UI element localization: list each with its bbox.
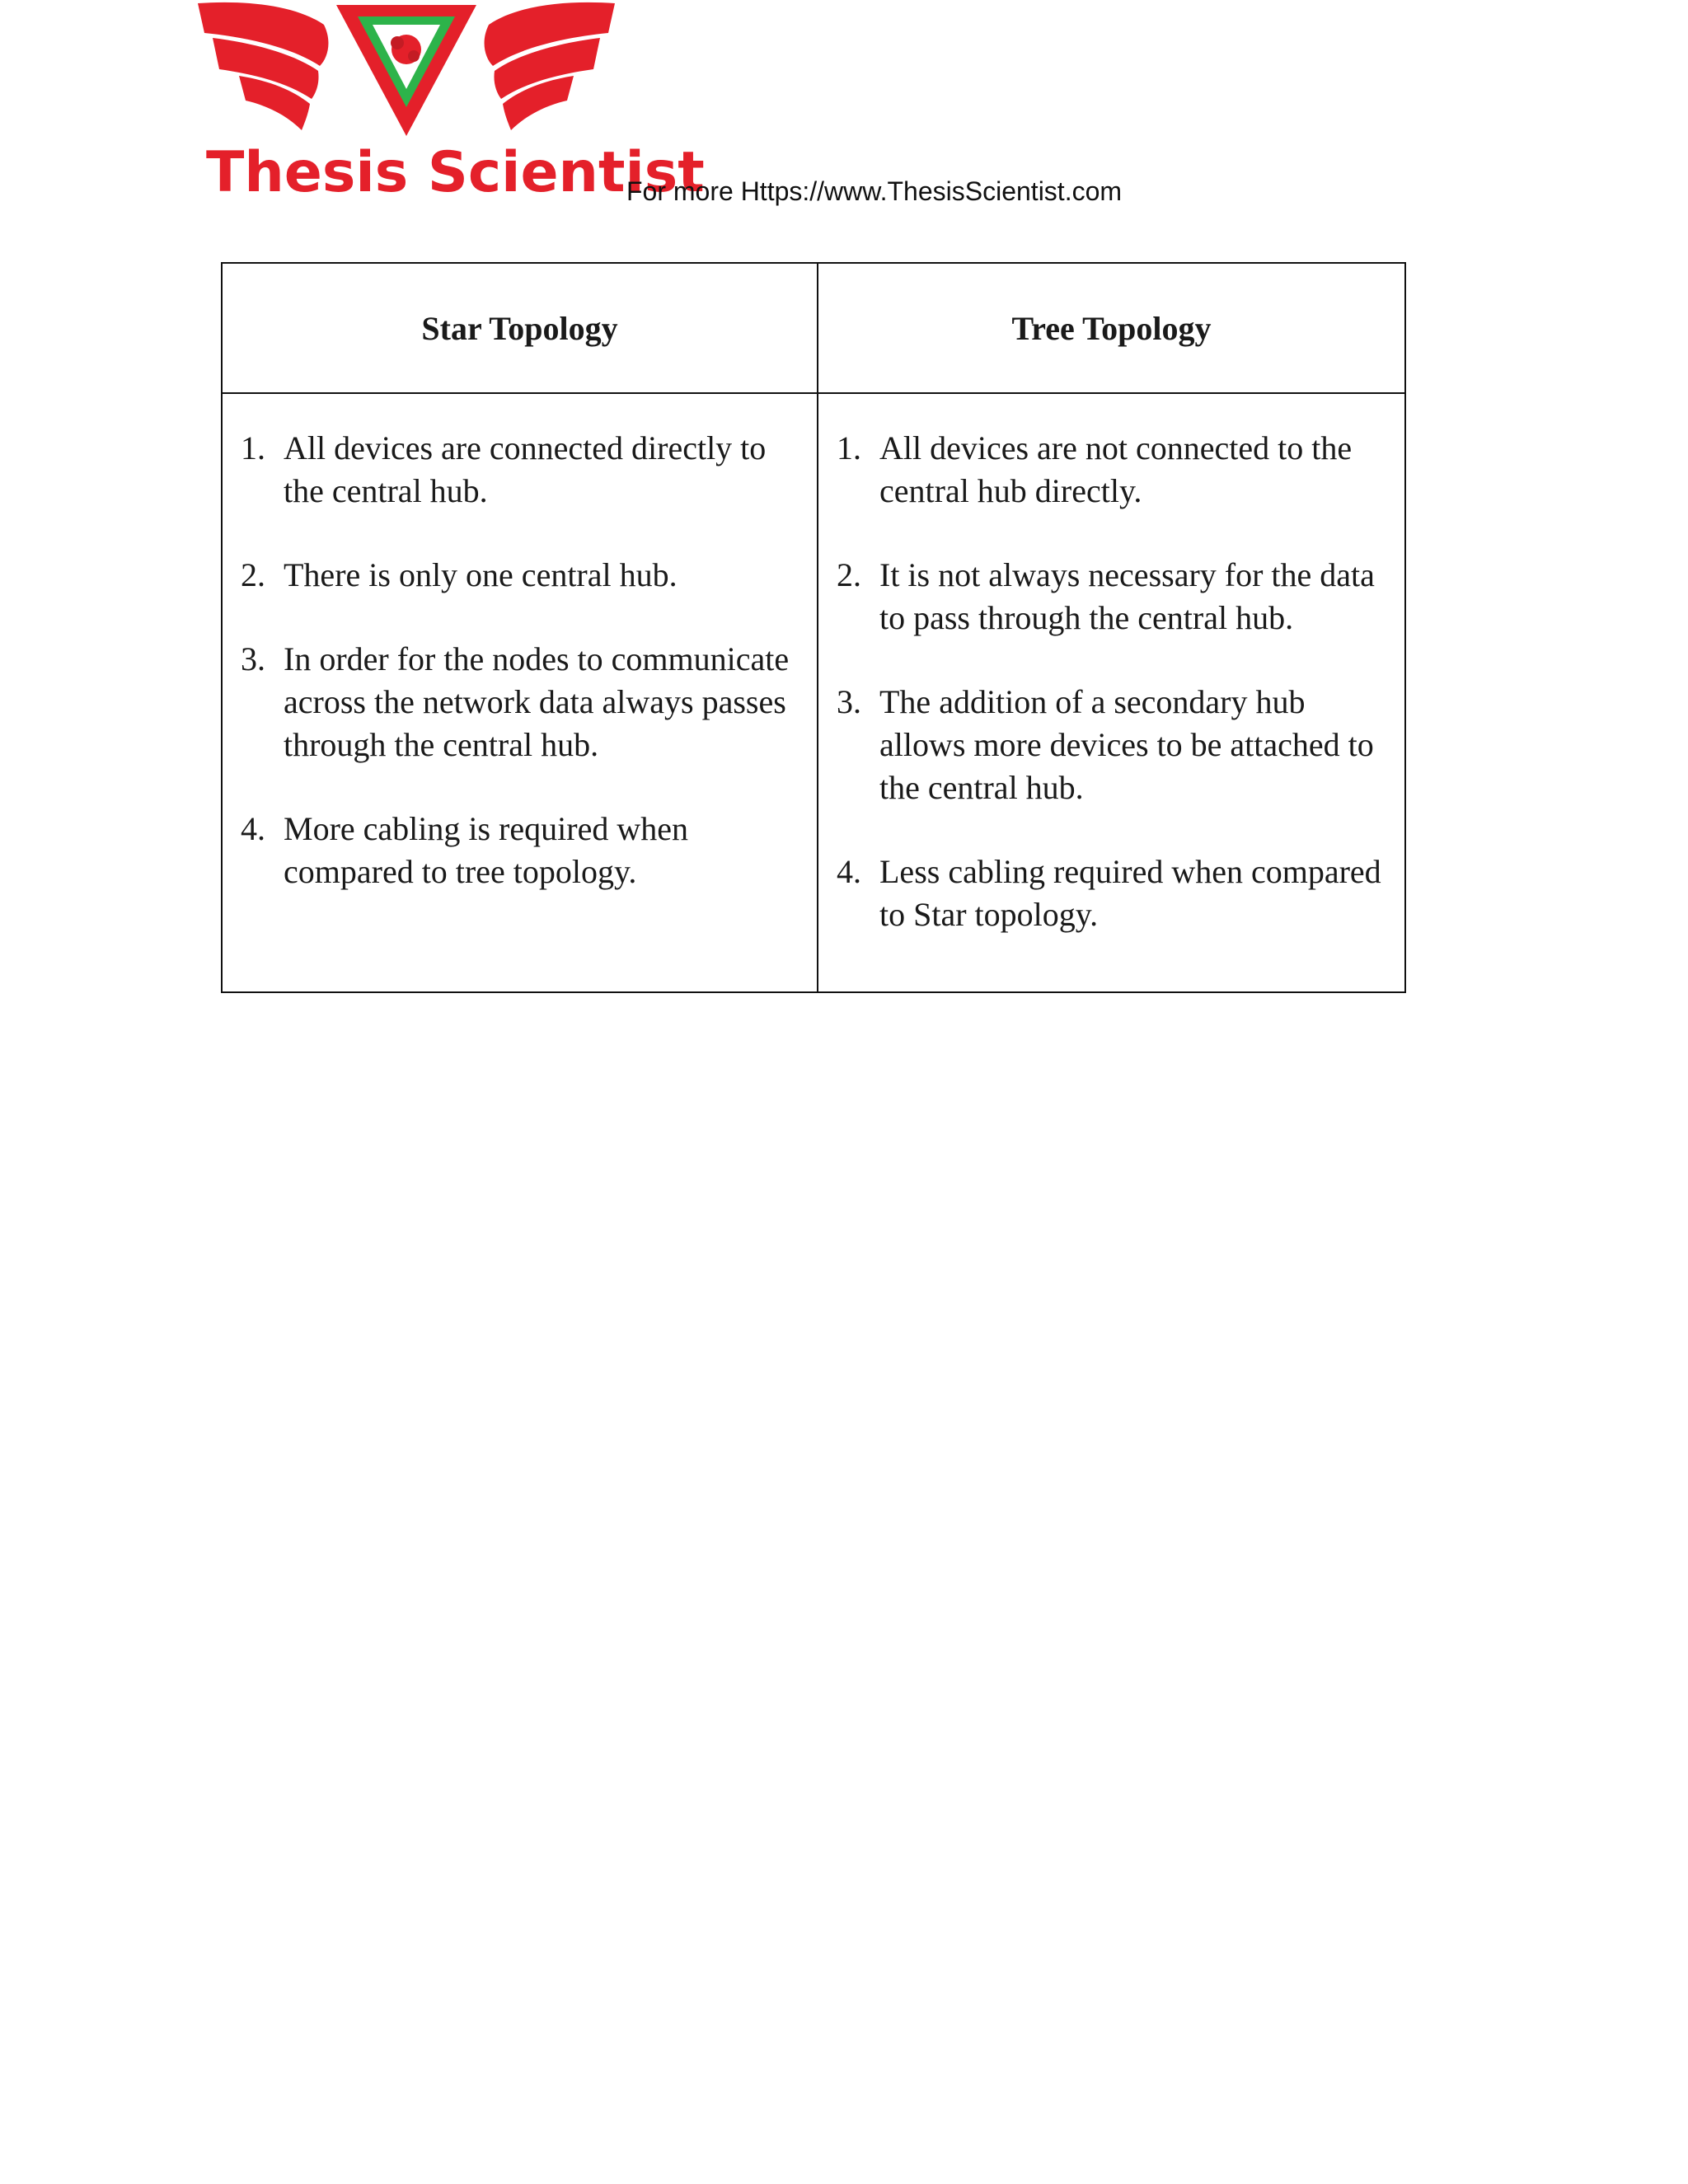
list-item	[818, 427, 1404, 513]
list-text: In order for the nodes to communicate across the network data always passes through the central hub.	[284, 640, 790, 763]
page-header	[0, 0, 1688, 231]
topology-comparison-table	[221, 262, 1406, 993]
table-header-row	[222, 263, 1405, 393]
list-text: It is not always necessary for the data to pass through the central hub.	[879, 556, 1375, 636]
list-item	[223, 638, 817, 766]
list-number: 3.	[837, 683, 861, 720]
list-number: 4.	[837, 853, 861, 890]
list-item	[818, 681, 1404, 809]
thesis-scientist-logo-icon	[196, 0, 617, 140]
list-item	[818, 851, 1404, 936]
column-heading-star: Star Topology	[222, 263, 818, 393]
list-item	[223, 808, 817, 893]
list-text: The addition of a secondary hub allows more devices to be attached to the central hub.	[879, 683, 1374, 806]
list-number: 3.	[241, 640, 265, 677]
list-item	[818, 554, 1404, 640]
list-text: Less cabling required when compared to Star topology.	[879, 853, 1381, 933]
list-text: More cabling is required when compared to tree topology.	[284, 810, 688, 890]
table-row	[222, 393, 1405, 992]
column-heading-tree: Tree Topology	[818, 263, 1405, 393]
star-topology-cell	[222, 393, 818, 992]
list-number: 1.	[241, 429, 265, 466]
website-tagline: For more Https://www.ThesisScientist.com	[626, 176, 1123, 206]
star-points-list	[223, 394, 817, 893]
list-text: All devices are not connected to the central hub directly.	[879, 429, 1353, 509]
list-number: 2.	[241, 556, 265, 593]
tree-topology-cell	[818, 393, 1405, 992]
list-number: 4.	[241, 810, 265, 847]
list-number: 1.	[837, 429, 861, 466]
brand-name: Thesis Scientist	[206, 140, 705, 205]
list-text: All devices are connected directly to the central hub.	[284, 429, 767, 509]
tree-points-list	[818, 394, 1404, 936]
list-number: 2.	[837, 556, 861, 593]
list-item	[223, 554, 817, 597]
list-item	[223, 427, 817, 513]
list-text: There is only one central hub.	[284, 556, 678, 593]
